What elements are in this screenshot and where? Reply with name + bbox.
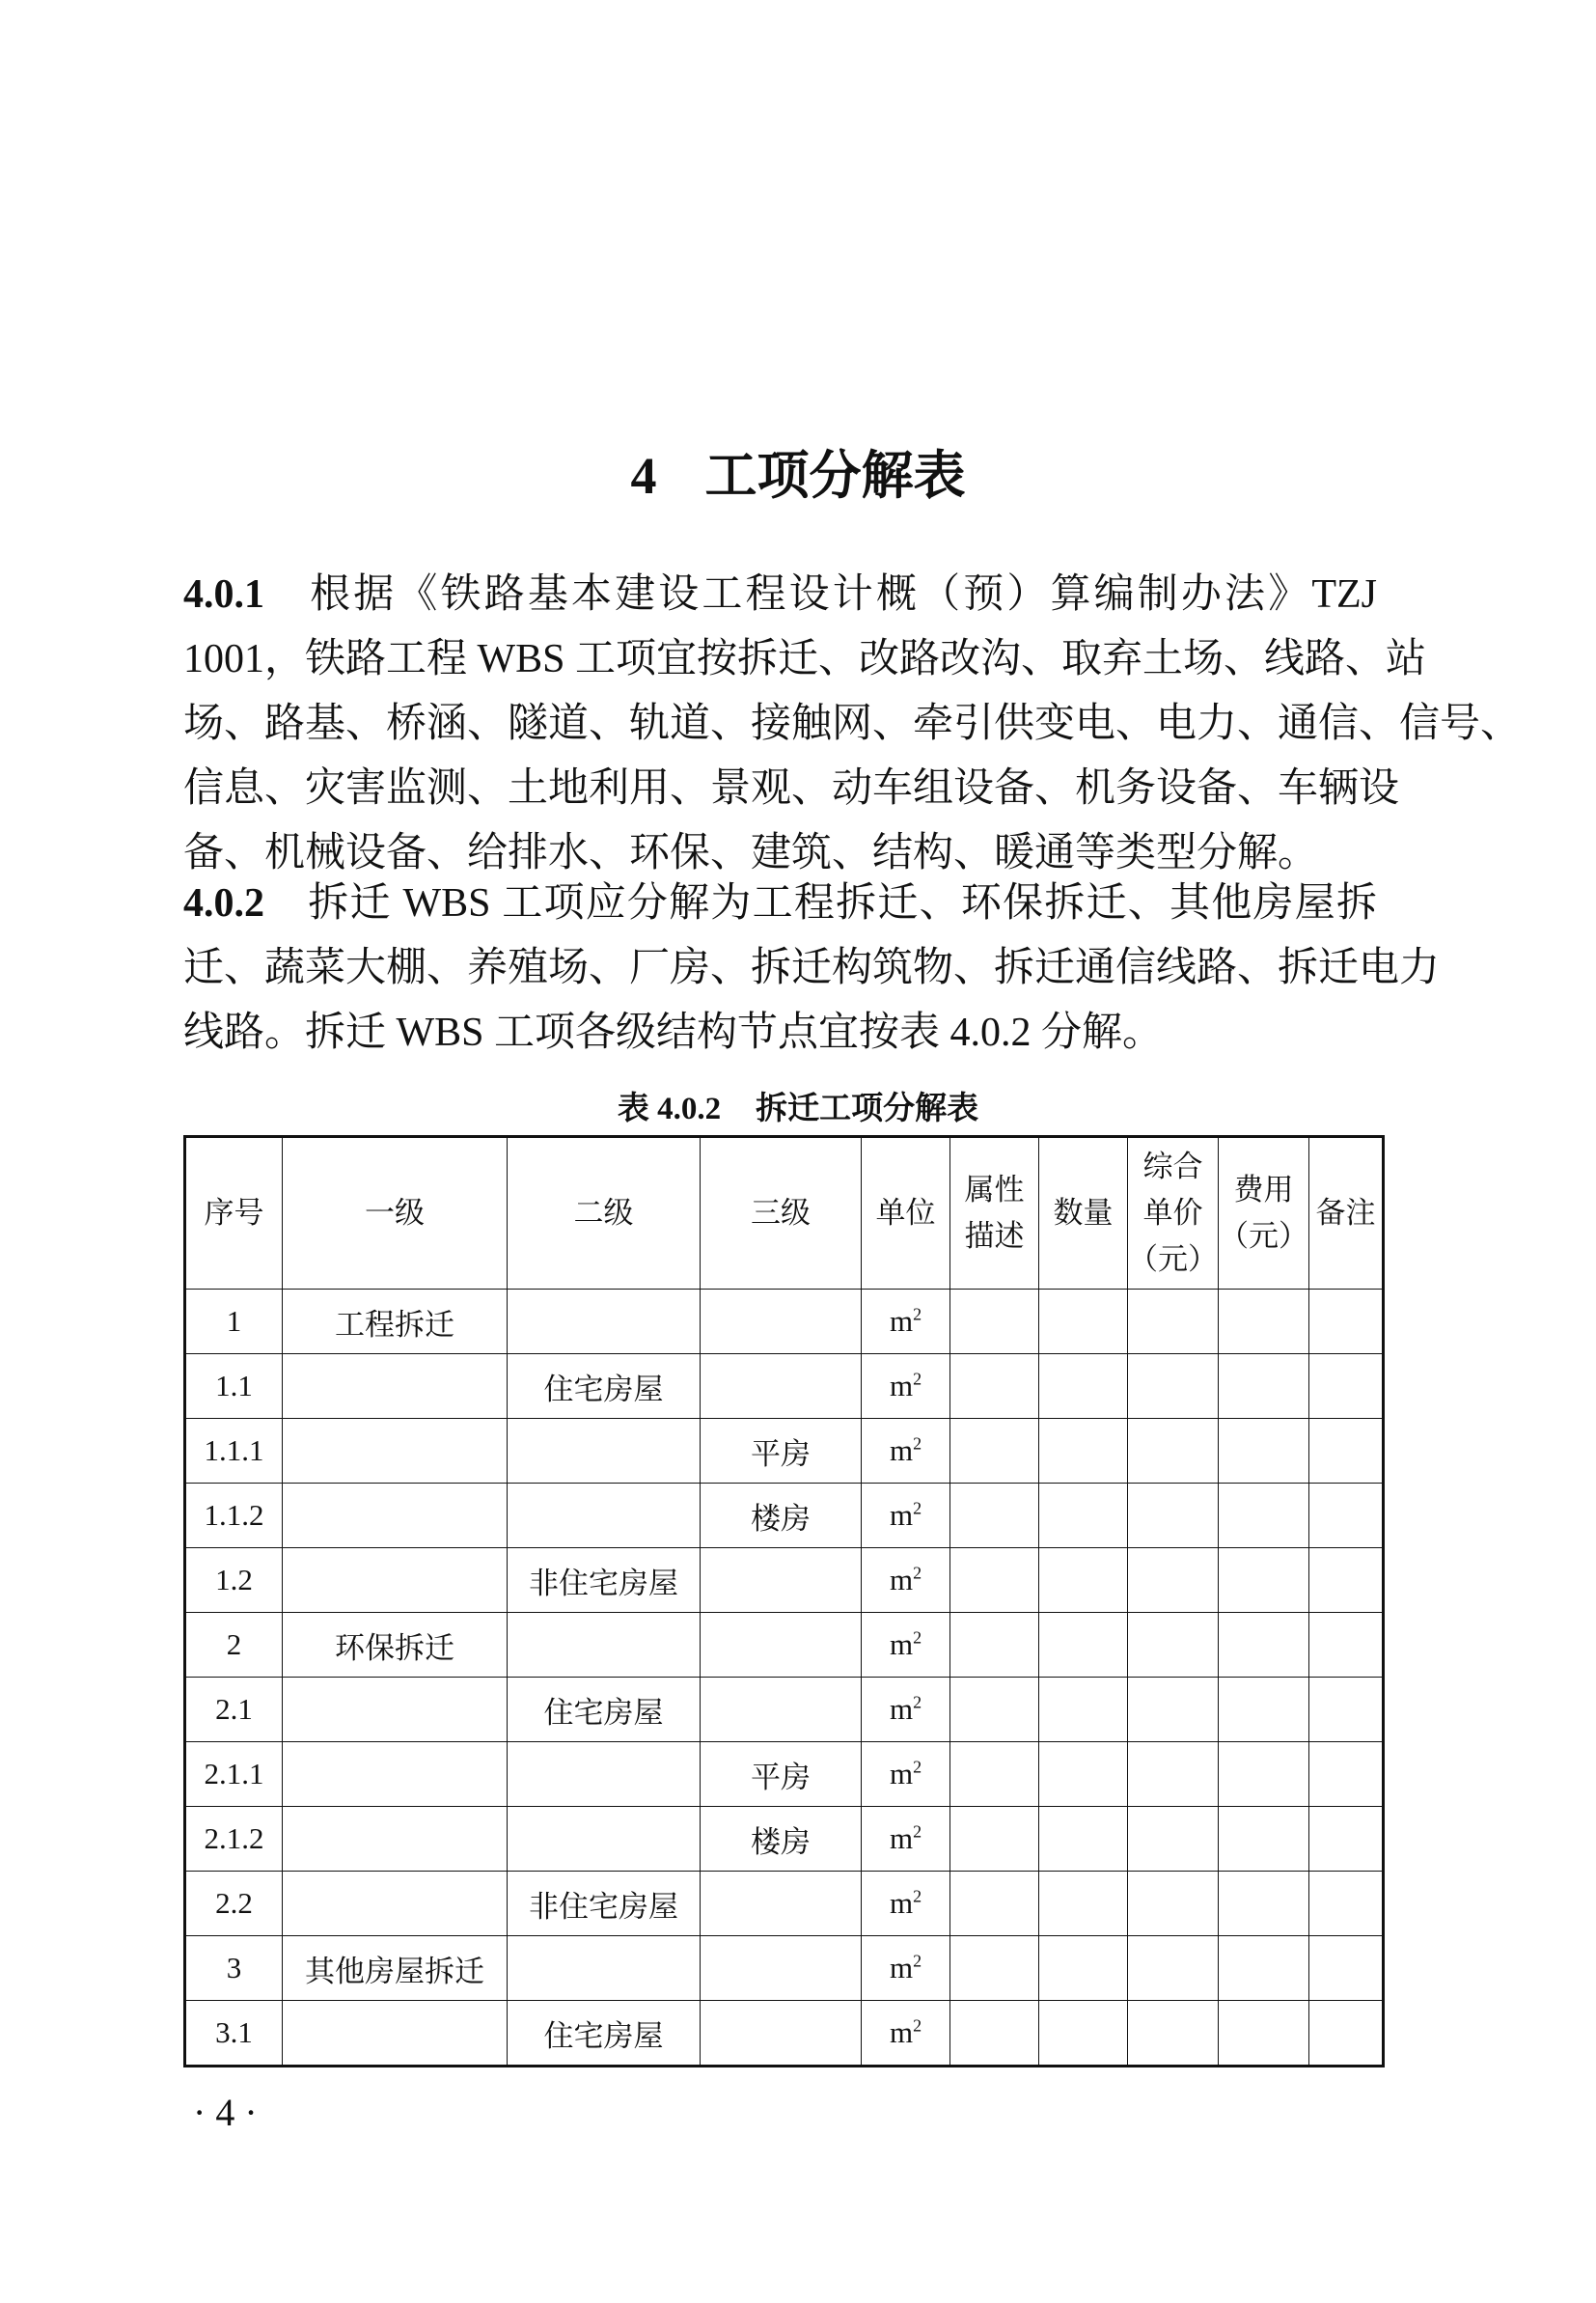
table-row	[185, 1548, 1384, 1613]
cell-text: m	[889, 1304, 914, 1338]
table-row	[185, 1419, 1384, 1484]
cell-text: 环保拆迁	[335, 1630, 454, 1665]
empty-cell	[1309, 1290, 1384, 1354]
cell-l3	[701, 1613, 862, 1678]
empty-cell	[1219, 1354, 1309, 1419]
column-header: 备注	[1309, 1137, 1384, 1290]
cell-l3	[701, 1354, 862, 1419]
table-row	[185, 1936, 1384, 2001]
empty-cell	[1128, 1419, 1219, 1484]
empty-cell	[1219, 2001, 1309, 2067]
column-header: 单位	[862, 1137, 950, 1290]
cell-l1	[283, 1548, 508, 1613]
empty-cell	[950, 1419, 1039, 1484]
paragraph-text: 根据《铁路基本建设工程设计概（预）算编制办法》TZJ	[307, 572, 1377, 617]
empty-cell	[1309, 1613, 1384, 1678]
empty-cell	[1039, 1613, 1128, 1678]
unit-exponent: 2	[913, 2015, 922, 2036]
empty-cell	[950, 1290, 1039, 1354]
cell-text: m	[889, 1821, 914, 1855]
empty-cell	[1219, 1872, 1309, 1936]
cell-text: 住宅房屋	[543, 1695, 664, 1730]
empty-cell	[1039, 1742, 1128, 1807]
paragraph-text: 备、机械设备、给排水、环保、建筑、结构、暖通等类型分解。	[183, 831, 1319, 875]
cell-text: m	[889, 1498, 914, 1532]
cell-l3	[701, 1807, 862, 1872]
cell-unit	[862, 1548, 950, 1613]
empty-cell	[1039, 1290, 1128, 1354]
unit-exponent: 2	[913, 1951, 922, 1971]
empty-cell	[1128, 1354, 1219, 1419]
cell-text: m	[889, 1692, 914, 1726]
empty-cell	[1039, 1807, 1128, 1872]
table-row	[185, 1678, 1384, 1742]
empty-cell	[1128, 1484, 1219, 1548]
cell-no	[185, 1936, 283, 2001]
cell-l1	[283, 1936, 508, 2001]
cell-no	[185, 1290, 283, 1354]
paragraph-line	[183, 627, 1427, 692]
empty-cell	[1219, 1613, 1309, 1678]
cell-no	[185, 1419, 283, 1484]
column-header: 二级	[508, 1137, 701, 1290]
cell-l3	[701, 1678, 862, 1742]
cell-text: 楼房	[751, 1501, 811, 1536]
cell-text: 非住宅房屋	[529, 1889, 678, 1924]
unit-exponent: 2	[913, 1627, 922, 1648]
cell-l1	[283, 1419, 508, 1484]
cell-unit	[862, 1290, 950, 1354]
paragraph-line	[183, 1001, 1377, 1066]
column-header: 综合 单价 （元）	[1128, 1137, 1219, 1290]
empty-cell	[1219, 1548, 1309, 1613]
cell-l3	[701, 1936, 862, 2001]
cell-text: 工程拆迁	[335, 1307, 454, 1342]
cell-no	[185, 1678, 283, 1742]
cell-text: m	[889, 1951, 914, 1984]
cell-unit	[862, 2001, 950, 2067]
table-row	[185, 1807, 1384, 1872]
table-caption-number: 表 4.0.2	[617, 1092, 722, 1126]
empty-cell	[950, 1936, 1039, 2001]
empty-cell	[1219, 1484, 1309, 1548]
table-row	[185, 1354, 1384, 1419]
cell-l3	[701, 1742, 862, 1807]
cell-unit	[862, 1872, 950, 1936]
empty-cell	[1219, 1290, 1309, 1354]
empty-cell	[1219, 1678, 1309, 1742]
cell-unit	[862, 1936, 950, 2001]
empty-cell	[1039, 1678, 1128, 1742]
cell-l2	[508, 1484, 701, 1548]
cell-l1	[283, 1613, 508, 1678]
cell-l2	[508, 1678, 701, 1742]
cell-text: m	[889, 1563, 914, 1596]
cell-text: m	[889, 1757, 914, 1790]
empty-cell	[1128, 2001, 1219, 2067]
cell-l2	[508, 1613, 701, 1678]
cell-l3	[701, 1872, 862, 1936]
chapter-title-text: 工项分解表	[704, 447, 966, 505]
empty-cell	[1309, 1548, 1384, 1613]
cell-unit	[862, 1354, 950, 1419]
cell-text: 楼房	[751, 1824, 811, 1859]
cell-l3	[701, 1419, 862, 1484]
cell-text: 1.1.1	[204, 1433, 264, 1467]
cell-l2	[508, 1807, 701, 1872]
empty-cell	[1219, 1807, 1309, 1872]
cell-l1	[283, 1742, 508, 1807]
cell-l1	[283, 1484, 508, 1548]
empty-cell	[1219, 1936, 1309, 2001]
cell-text: 1.1.2	[204, 1498, 264, 1532]
cell-text: 住宅房屋	[543, 1372, 664, 1406]
cell-l2	[508, 1548, 701, 1613]
cell-l1	[283, 1290, 508, 1354]
cell-l3	[701, 1290, 862, 1354]
table-row	[185, 1613, 1384, 1678]
paragraph-line	[183, 563, 1377, 627]
table-row	[185, 1872, 1384, 1936]
empty-cell	[950, 2001, 1039, 2067]
cell-no	[185, 1742, 283, 1807]
empty-cell	[1128, 1742, 1219, 1807]
empty-cell	[950, 1484, 1039, 1548]
demolition-breakdown-table	[183, 1135, 1385, 2067]
empty-cell	[1039, 1484, 1128, 1548]
cell-text: m	[889, 1369, 914, 1402]
cell-l2	[508, 1354, 701, 1419]
cell-unit	[862, 1613, 950, 1678]
clause-4-0-1	[183, 563, 1522, 886]
empty-cell	[1309, 1354, 1384, 1419]
paragraph-text: 迁、蔬菜大棚、养殖场、厂房、拆迁构筑物、拆迁通信线路、拆迁电力	[183, 946, 1441, 990]
cell-unit	[862, 1484, 950, 1548]
paragraph-text: 信息、灾害监测、土地利用、景观、动车组设备、机务设备、车辆设	[183, 766, 1400, 811]
cell-no	[185, 1484, 283, 1548]
cell-l2	[508, 1419, 701, 1484]
cell-no	[185, 1354, 283, 1419]
chapter-number: 4	[630, 447, 657, 505]
cell-l1	[283, 1678, 508, 1742]
paragraph-line	[183, 936, 1441, 1001]
empty-cell	[1309, 1419, 1384, 1484]
column-header: 三级	[701, 1137, 862, 1290]
cell-text: 2.1	[215, 1692, 253, 1726]
paragraph-text: 场、路基、桥涵、隧道、轨道、接触网、牵引供变电、电力、通信、信号、	[183, 702, 1522, 746]
unit-exponent: 2	[913, 1304, 922, 1324]
empty-cell	[1039, 1419, 1128, 1484]
empty-cell	[1309, 2001, 1384, 2067]
cell-text: 2.1.2	[204, 1821, 264, 1855]
unit-exponent: 2	[913, 1757, 922, 1777]
cell-l2	[508, 1872, 701, 1936]
cell-text: m	[889, 2015, 914, 2049]
clause-4-0-2	[183, 872, 1441, 1066]
empty-cell	[1039, 1548, 1128, 1613]
cell-no	[185, 1548, 283, 1613]
empty-cell	[1309, 1742, 1384, 1807]
table-row	[185, 1742, 1384, 1807]
paragraph-line	[183, 872, 1377, 936]
cell-text: m	[889, 1627, 914, 1661]
cell-l3	[701, 1548, 862, 1613]
cell-unit	[862, 1742, 950, 1807]
paragraph-text: 线路。拆迁 WBS 工项各级结构节点宜按表 4.0.2 分解。	[183, 1011, 1164, 1055]
empty-cell	[950, 1548, 1039, 1613]
unit-exponent: 2	[913, 1692, 922, 1712]
empty-cell	[1309, 1484, 1384, 1548]
cell-text: 2	[226, 1627, 242, 1661]
table-caption-text: 拆迁工项分解表	[756, 1092, 979, 1126]
cell-l1	[283, 1807, 508, 1872]
empty-cell	[950, 1678, 1039, 1742]
empty-cell	[950, 1742, 1039, 1807]
empty-cell	[1309, 1678, 1384, 1742]
table-caption	[0, 1083, 1596, 1128]
cell-no	[185, 2001, 283, 2067]
cell-l1	[283, 2001, 508, 2067]
empty-cell	[1219, 1742, 1309, 1807]
cell-text: m	[889, 1886, 914, 1920]
unit-exponent: 2	[913, 1886, 922, 1906]
table-row	[185, 1290, 1384, 1354]
empty-cell	[1128, 1807, 1219, 1872]
cell-l2	[508, 2001, 701, 2067]
empty-cell	[1128, 1872, 1219, 1936]
empty-cell	[950, 1872, 1039, 1936]
cell-text: 平房	[751, 1436, 811, 1471]
empty-cell	[1039, 2001, 1128, 2067]
empty-cell	[950, 1807, 1039, 1872]
cell-unit	[862, 1419, 950, 1484]
column-header: 属性 描述	[950, 1137, 1039, 1290]
table-row	[185, 2001, 1384, 2067]
cell-text: 3.1	[215, 2015, 253, 2049]
cell-l1	[283, 1872, 508, 1936]
cell-unit	[862, 1807, 950, 1872]
empty-cell	[1309, 1936, 1384, 2001]
empty-cell	[950, 1354, 1039, 1419]
table-row	[185, 1484, 1384, 1548]
empty-cell	[1128, 1548, 1219, 1613]
unit-exponent: 2	[913, 1498, 922, 1518]
column-header: 数量	[1039, 1137, 1128, 1290]
cell-text: m	[889, 1433, 914, 1467]
cell-no	[185, 1872, 283, 1936]
cell-text: 平房	[751, 1760, 811, 1794]
chapter-title	[0, 434, 1596, 509]
unit-exponent: 2	[913, 1369, 922, 1389]
paragraph-line	[183, 692, 1522, 757]
cell-text: 1.2	[215, 1563, 253, 1596]
cell-l2	[508, 1742, 701, 1807]
cell-l3	[701, 2001, 862, 2067]
paragraph-line	[183, 757, 1400, 821]
cell-text: 3	[226, 1951, 242, 1984]
cell-unit	[862, 1678, 950, 1742]
cell-text: 住宅房屋	[543, 2018, 664, 2053]
empty-cell	[1219, 1419, 1309, 1484]
paragraph-text: 拆迁 WBS 工项应分解为工程拆迁、环保拆迁、其他房屋拆	[307, 881, 1377, 926]
empty-cell	[950, 1613, 1039, 1678]
unit-exponent: 2	[913, 1433, 922, 1454]
cell-l1	[283, 1354, 508, 1419]
cell-text: 非住宅房屋	[529, 1566, 678, 1600]
unit-exponent: 2	[913, 1821, 922, 1842]
empty-cell	[1128, 1290, 1219, 1354]
empty-cell	[1309, 1807, 1384, 1872]
empty-cell	[1128, 1678, 1219, 1742]
cell-l2	[508, 1290, 701, 1354]
empty-cell	[1128, 1613, 1219, 1678]
empty-cell	[1309, 1872, 1384, 1936]
empty-cell	[1128, 1936, 1219, 2001]
column-header: 费用 （元）	[1219, 1137, 1309, 1290]
cell-text: 1	[226, 1304, 242, 1338]
page-number: · 4 ·	[193, 2091, 258, 2134]
cell-l3	[701, 1484, 862, 1548]
empty-cell	[1039, 1872, 1128, 1936]
cell-text: 2.1.1	[204, 1757, 264, 1790]
unit-exponent: 2	[913, 1563, 922, 1583]
cell-no	[185, 1807, 283, 1872]
paragraph-text: 1001，铁路工程 WBS 工项宜按拆迁、改路改沟、取弃土场、线路、站	[183, 637, 1427, 681]
empty-cell	[1039, 1354, 1128, 1419]
column-header: 一级	[283, 1137, 508, 1290]
cell-text: 其他房屋拆迁	[305, 1954, 484, 1988]
cell-text: 2.2	[215, 1886, 253, 1920]
cell-no	[185, 1613, 283, 1678]
cell-text: 1.1	[215, 1369, 253, 1402]
column-header: 序号	[185, 1137, 283, 1290]
cell-l2	[508, 1936, 701, 2001]
clause-number: 4.0.1	[183, 572, 264, 617]
clause-number: 4.0.2	[183, 881, 264, 926]
empty-cell	[1039, 1936, 1128, 2001]
